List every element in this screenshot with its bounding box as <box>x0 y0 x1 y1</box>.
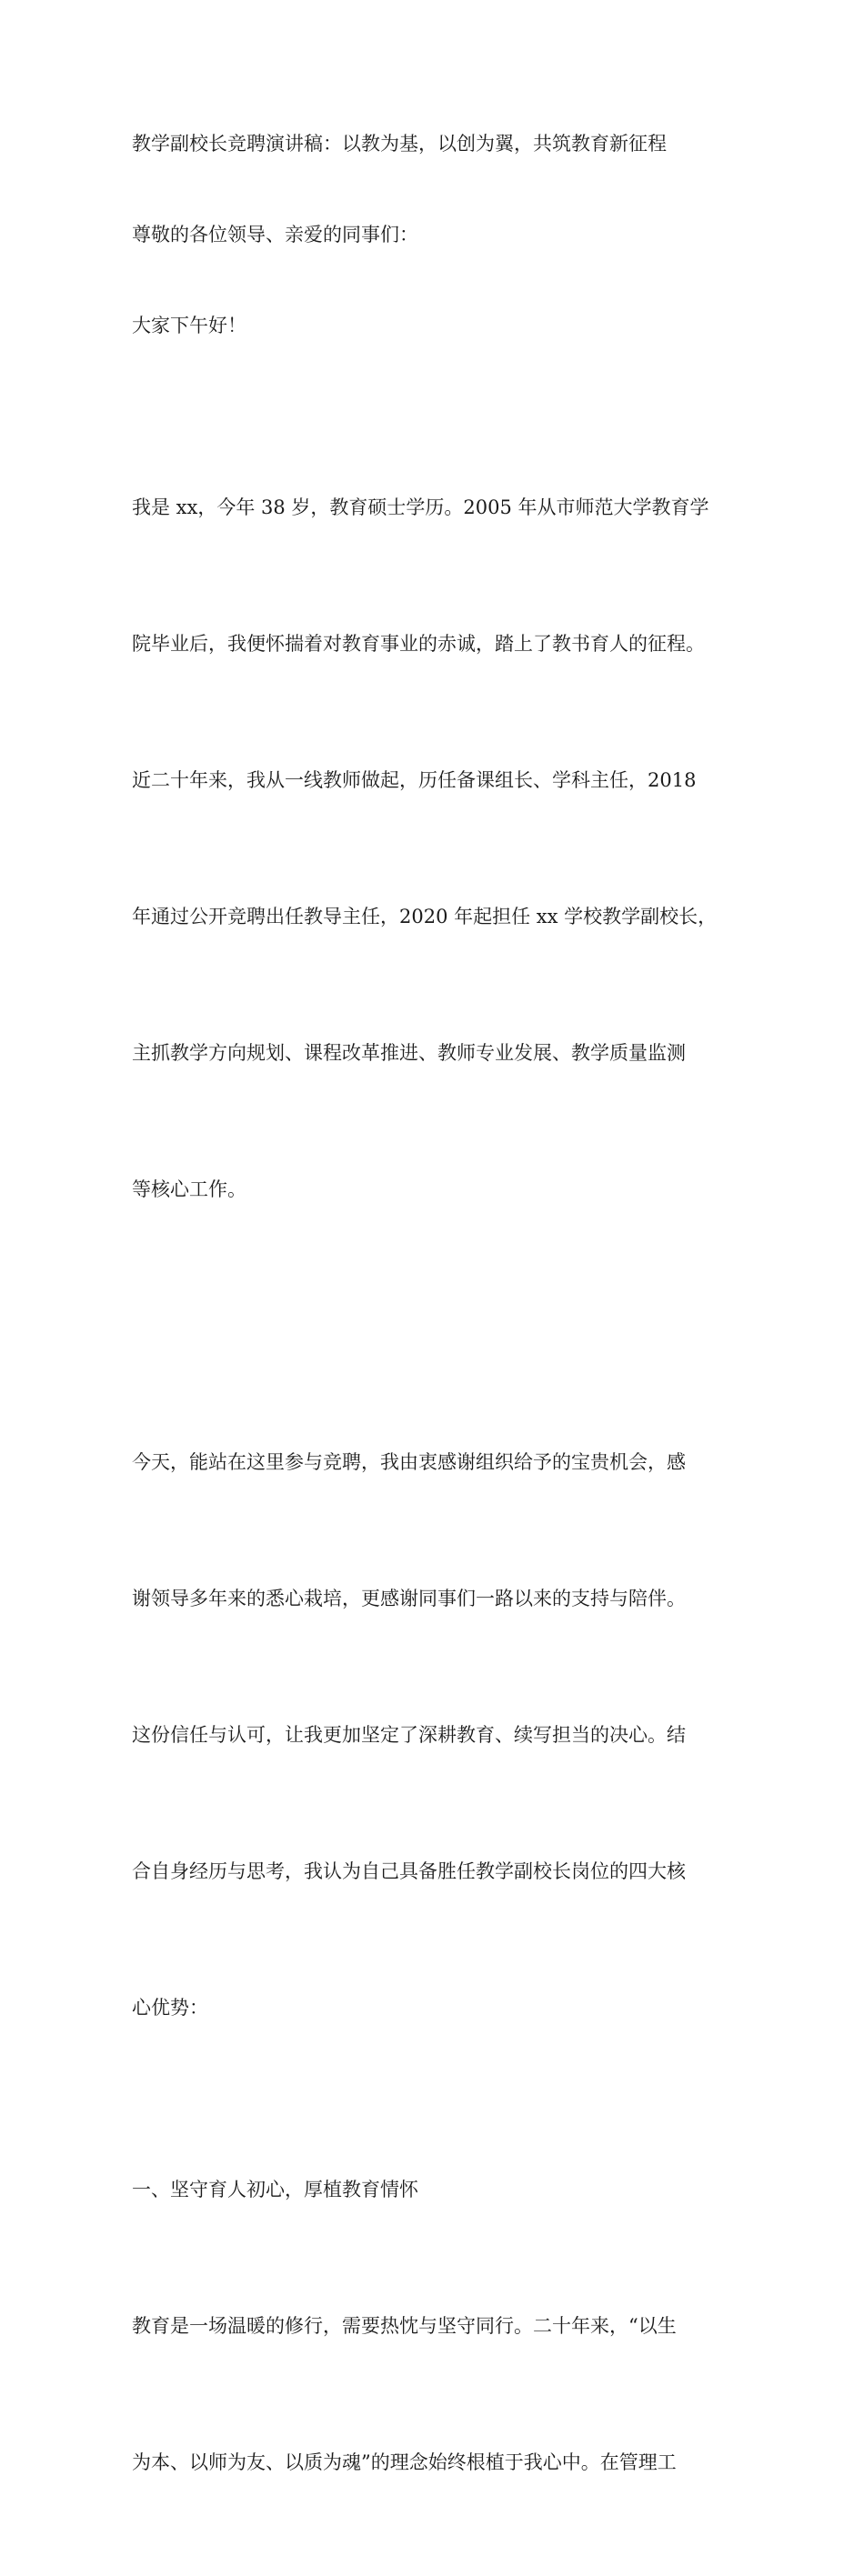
intro-paragraph <box>132 394 741 1303</box>
spacer <box>132 348 741 394</box>
spacer <box>132 166 741 212</box>
paragraph-line: 心优势： <box>132 1997 208 2019</box>
section-heading: 一、坚守育人初心，厚植教育情怀 <box>132 2179 418 2200</box>
paragraph-line: 教育是一场温暖的修行，需要热忱与坚守同行。二十年来，“以生 <box>132 2315 677 2337</box>
paragraph-line: 合自身经历与思考，我认为自己具备胜任教学副校长岗位的四大核 <box>132 1860 686 1882</box>
paragraph-line: 院毕业后，我便怀揣着对教育事业的赤诚，踏上了教书育人的征程。 <box>132 633 705 655</box>
document-title: 教学副校长竞聘演讲稿：以教为基，以创为翼，共筑教育新征程 <box>132 133 667 155</box>
spacer <box>132 2121 741 2167</box>
greeting: 尊敬的各位领导、亲爱的同事们： <box>132 224 418 246</box>
paragraph-line: 谢领导多年来的悉心栽培，更感谢同事们一路以来的支持与陪伴。 <box>132 1588 686 1609</box>
paragraph-line: 为本、以师为友、以质为魂”的理念始终根植于我心中。在管理工 <box>132 2451 677 2473</box>
document-body <box>132 121 741 2576</box>
paragraph-line: 主抓教学方向规划、课程改革推进、教师专业发展、教学质量监测 <box>132 1042 686 1064</box>
paragraph-line: 近二十年来，我从一线教师做起，历任备课组长、学科主任，2018 <box>132 769 697 791</box>
paragraph-line: 年通过公开竞聘出任教导主任，2020 年起担任 xx 学校教学副校长， <box>132 906 718 927</box>
section1-paragraph <box>132 2212 741 2576</box>
paragraph-line: 今天，能站在这里参与竞聘，我由衷感谢组织给予的宝贵机会，感 <box>132 1451 686 1473</box>
salutation: 大家下午好！ <box>132 315 246 336</box>
thanks-paragraph <box>132 1348 741 2121</box>
paragraph-line: 我是 xx，今年 38 岁，教育硕士学历。2005 年从市师范大学教育学 <box>132 496 709 518</box>
paragraph-line: 等核心工作。 <box>132 1178 246 1200</box>
spacer <box>132 1303 741 1348</box>
paragraph-line: 这份信任与认可，让我更加坚定了深耕教育、续写担当的决心。结 <box>132 1724 686 1746</box>
spacer <box>132 257 741 303</box>
